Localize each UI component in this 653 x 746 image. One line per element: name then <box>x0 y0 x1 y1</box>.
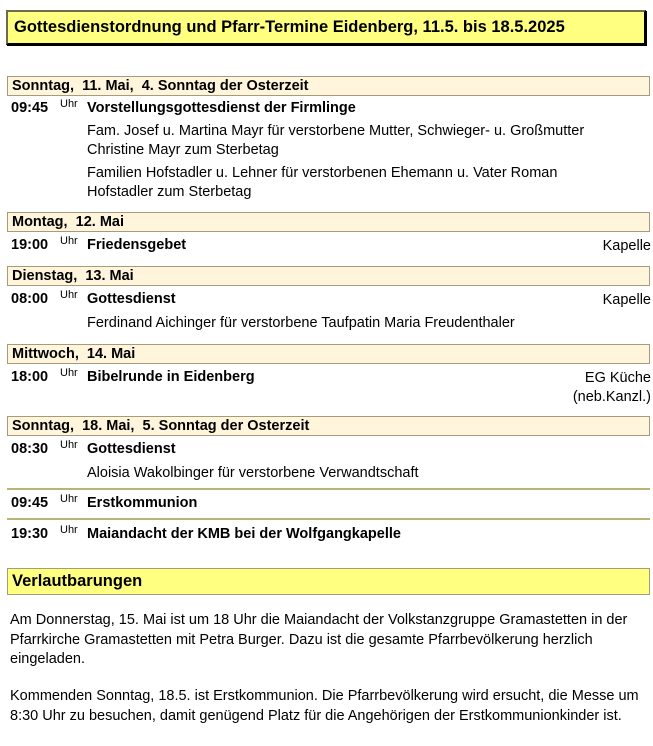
event-title: Bibelrunde in Eidenberg <box>87 369 255 385</box>
event-time: 09:45 <box>11 495 49 511</box>
event-title: Gottesdienst <box>87 441 176 457</box>
event-location-line2: (neb.Kanzl.) <box>572 389 651 405</box>
uhr-label: Uhr <box>60 524 78 536</box>
event-time: 09:45 <box>11 100 49 116</box>
uhr-label: Uhr <box>60 367 78 379</box>
separator <box>7 488 650 490</box>
event-location: Kapelle <box>602 292 651 308</box>
mass-intention: Ferdinand Aichinger für verstorbene Taufpatin Maria Freudenthaler <box>87 315 515 331</box>
day-header-sunday-11: Sonntag, 11. Mai, 4. Sonntag der Osterzeit <box>7 76 650 96</box>
event-time: 18:00 <box>11 369 49 385</box>
day-header-wednesday-14: Mittwoch, 14. Mai <box>7 344 650 364</box>
uhr-label: Uhr <box>60 439 78 451</box>
event-time: 08:00 <box>11 291 49 307</box>
announcements-heading: Verlautbarungen <box>7 568 650 595</box>
event-title: Friedensgebet <box>87 237 187 253</box>
day-header-monday-12: Montag, 12. Mai <box>7 212 650 232</box>
event-title: Gottesdienst <box>87 291 176 307</box>
mass-intention: Familien Hofstadler u. Lehner für verstorbenen Ehemann u. Vater Roman Hofstadler zum Sterbetag <box>87 165 558 200</box>
uhr-label: Uhr <box>60 98 78 110</box>
uhr-label: Uhr <box>60 493 78 505</box>
mass-intention: Fam. Josef u. Martina Mayr für verstorbene Mutter, Schwieger- u. Großmutter Christine Mayr zum Sterbetag <box>87 123 585 158</box>
event-time: 19:00 <box>11 237 49 253</box>
event-title: Maiandacht der KMB bei der Wolfgangkapelle <box>87 526 401 542</box>
day-header-tuesday-13: Dienstag, 13. Mai <box>7 266 650 286</box>
event-location-line1: EG Küche <box>584 370 651 386</box>
event-location <box>573 369 651 407</box>
announcement-paragraph: Am Donnerstag, 15. Mai ist um 18 Uhr die Maiandacht der Volkstanzgruppe Gramastetten in der Pfarrkirche Gramastetten mit Petra Burger. Dazu ist die gesamte Pfarrbevölkerung herzlich eingeladen. <box>10 612 628 667</box>
announcement-paragraph: Kommenden Sonntag, 18.5. ist Erstkommunion. Die Pfarrbevölkerung wird ersucht, die Messe um 8:30 Uhr zu besuchen, damit genügend Platz für die Angehörigen der Erstkommunionkinder ist. <box>10 688 639 724</box>
page-title: Gottesdienstordnung und Pfarr-Termine Eidenberg, 11.5. bis 18.5.2025 <box>6 10 646 45</box>
event-time: 08:30 <box>11 441 49 457</box>
event-title: Erstkommunion <box>87 495 198 511</box>
uhr-label: Uhr <box>60 289 78 301</box>
day-header-sunday-18: Sonntag, 18. Mai, 5. Sonntag der Osterzeit <box>7 416 650 436</box>
event-location: Kapelle <box>602 238 651 254</box>
event-time: 19:30 <box>11 526 49 542</box>
mass-intention: Aloisia Wakolbinger für verstorbene Verwandtschaft <box>87 465 419 481</box>
separator <box>7 518 650 520</box>
uhr-label: Uhr <box>60 235 78 247</box>
event-title: Vorstellungsgottesdienst der Firmlinge <box>87 100 356 116</box>
